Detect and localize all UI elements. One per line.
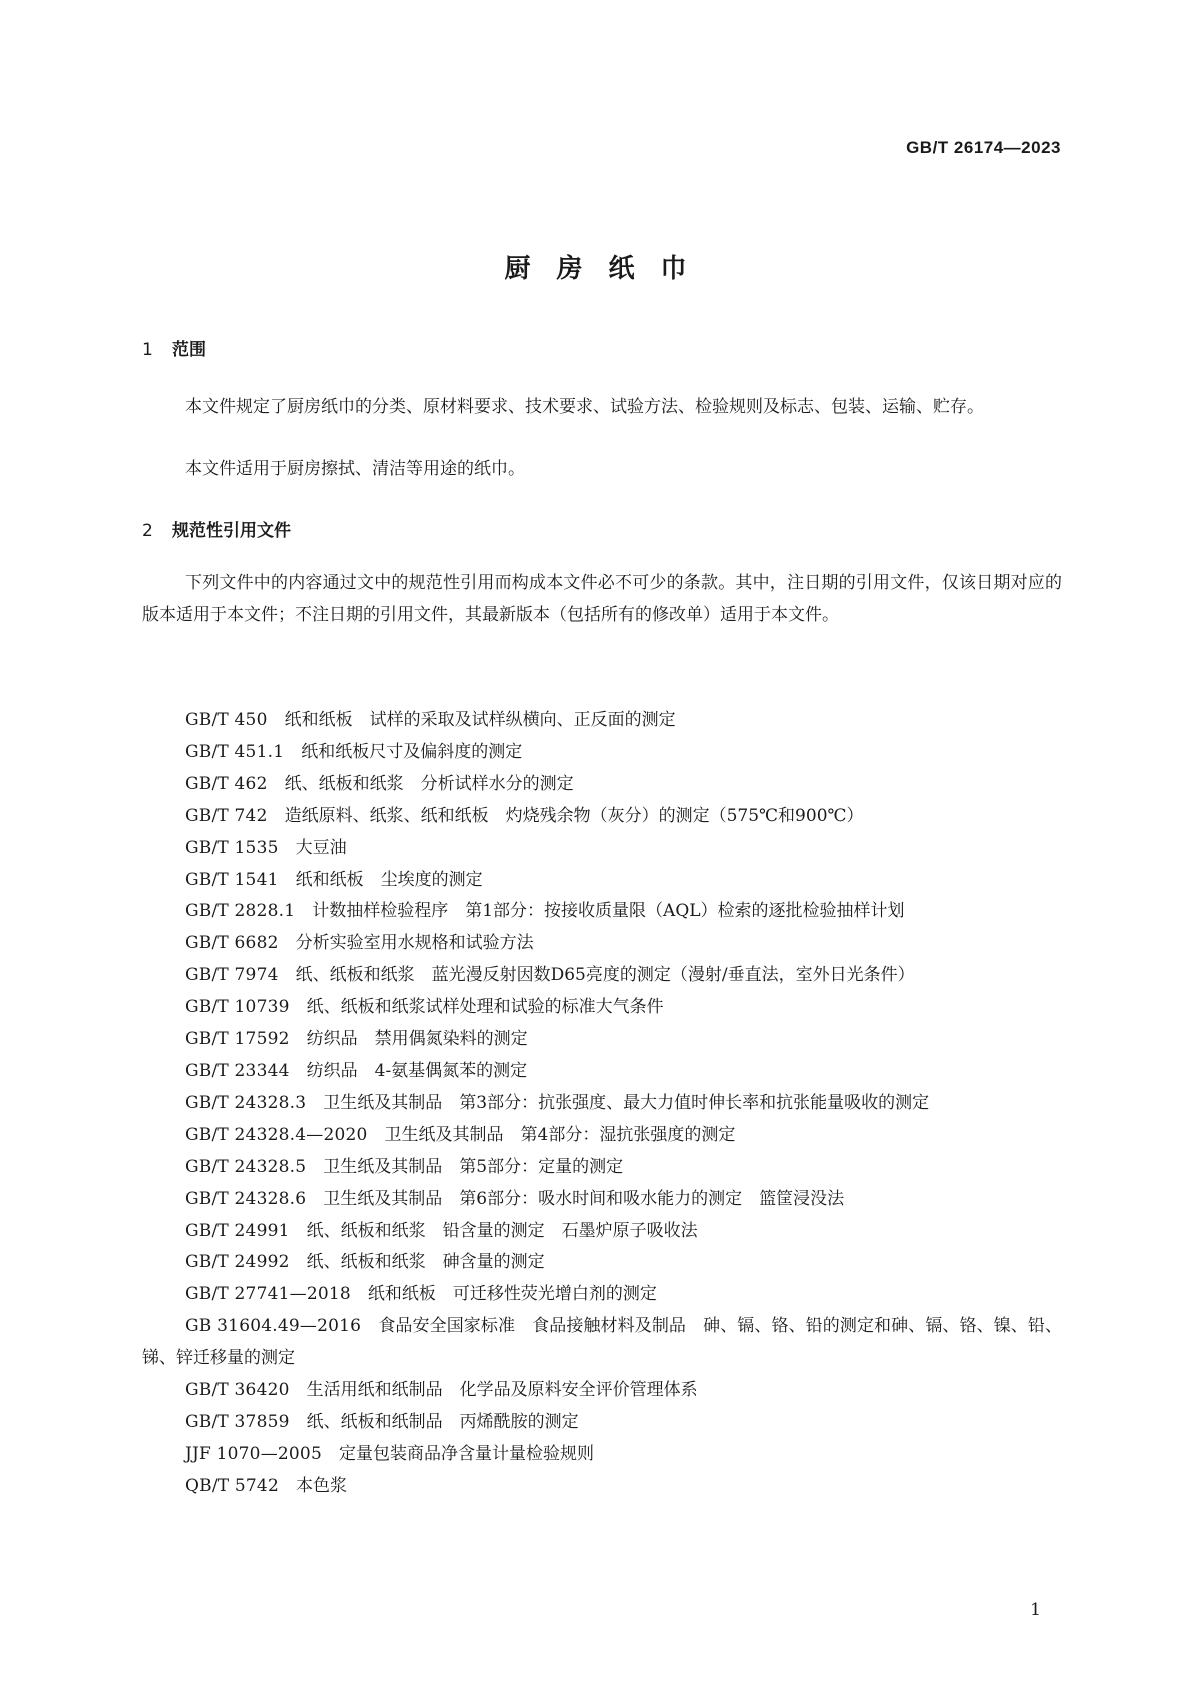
section-title: 范围 [172, 340, 206, 360]
reference-code: GB/T 24992 [185, 1252, 290, 1273]
reference-title: 大豆油 [295, 837, 347, 858]
reference-title: 纸、纸板和纸浆 铅含量的测定 石墨炉原子吸收法 [306, 1220, 698, 1241]
references-intro-paragraph: 下列文件中的内容通过文中的规范性引用而构成本文件必不可少的条款。其中，注日期的引用文件，仅该日期对应的版本适用于本文件；不注日期的引用文件，其最新版本（包括所有的修改单）适用于本文件。 [142, 573, 1062, 625]
reference-code: GB/T 36420 [185, 1380, 290, 1401]
reference-code: GB/T 24328.3 [185, 1092, 307, 1113]
reference-code: GB/T 24328.4—2020 [185, 1124, 368, 1145]
reference-code: GB/T 24991 [185, 1220, 290, 1241]
reference-item [142, 1056, 1062, 1088]
normative-references-list [142, 705, 1062, 1503]
standard-code: GB/T 26174—2023 [906, 138, 1061, 157]
reference-item [142, 1279, 1062, 1311]
reference-item [142, 865, 1062, 897]
reference-code: GB/T 24328.6 [185, 1188, 307, 1209]
reference-code: GB/T 24328.5 [185, 1156, 307, 1177]
reference-title: 本色浆 [295, 1475, 347, 1496]
reference-title: 纸和纸板 试样的采取及试样纵横向、正反面的测定 [284, 710, 676, 730]
reference-title: 计数抽样检验程序 第1部分：按接收质量限（AQL）检索的逐批检验抽样计划 [312, 901, 905, 922]
reference-code: GB/T 462 [185, 773, 268, 794]
reference-title: 生活用纸和纸制品 化学品及原料安全评价管理体系 [306, 1380, 698, 1401]
reference-item [142, 1471, 1062, 1503]
reference-title: 纸和纸板尺寸及偏斜度的测定 [301, 741, 523, 762]
reference-item [142, 1311, 1062, 1375]
reference-item [142, 769, 1062, 801]
reference-title: 卫生纸及其制品 第6部分：吸水时间和吸水能力的测定 篮筐浸没法 [323, 1188, 845, 1209]
title-char: 房 [556, 254, 583, 284]
reference-code: GB/T 1541 [185, 869, 279, 890]
reference-item [142, 1407, 1062, 1439]
reference-item [142, 960, 1062, 992]
title-char: 巾 [660, 254, 687, 284]
reference-item [142, 1088, 1062, 1120]
reference-title: 造纸原料、纸浆、纸和纸板 灼烧残余物（灰分）的测定（575℃和900℃） [284, 805, 864, 826]
reference-code: GB/T 1535 [185, 837, 279, 858]
reference-code: GB/T 10739 [185, 997, 290, 1018]
reference-item [142, 1247, 1062, 1279]
reference-code: QB/T 5742 [185, 1475, 279, 1496]
reference-title: 纸、纸板和纸浆试样处理和试验的标准大气条件 [306, 997, 664, 1018]
reference-title: 纸、纸板和纸浆 砷含量的测定 [306, 1252, 545, 1273]
reference-title: 定量包装商品净含量计量检验规则 [338, 1443, 594, 1464]
section-title: 规范性引用文件 [172, 521, 291, 541]
reference-item [142, 833, 1062, 865]
reference-title: 纸和纸板 可迁移性荧光增白剂的测定 [367, 1284, 657, 1305]
reference-item [142, 1152, 1062, 1184]
reference-item [142, 1216, 1062, 1248]
reference-item [142, 992, 1062, 1024]
reference-item [142, 1024, 1062, 1056]
reference-item [142, 1375, 1062, 1407]
reference-code: GB/T 6682 [185, 933, 279, 954]
section-number: 2 [142, 521, 153, 541]
reference-title: 纸、纸板和纸浆 分析试样水分的测定 [284, 773, 574, 794]
title-char: 纸 [608, 254, 635, 284]
reference-title: 卫生纸及其制品 第4部分：湿抗张强度的测定 [384, 1124, 736, 1145]
reference-item [142, 1184, 1062, 1216]
document-title [0, 248, 1191, 285]
section-1-heading [142, 335, 206, 360]
reference-item [142, 896, 1062, 928]
reference-code: GB/T 27741—2018 [185, 1284, 351, 1305]
reference-item [142, 1120, 1062, 1152]
reference-item [142, 928, 1062, 960]
reference-item [142, 705, 1062, 737]
reference-code: GB/T 450 [185, 710, 268, 730]
page-number: 1 [1030, 1600, 1041, 1620]
reference-code: GB/T 7974 [185, 965, 279, 986]
reference-code: GB/T 23344 [185, 1060, 290, 1081]
title-char: 厨 [504, 254, 531, 284]
reference-code: GB/T 2828.1 [185, 901, 296, 922]
reference-title: 分析实验室用水规格和试验方法 [295, 933, 534, 954]
reference-title: 纺织品 4-氨基偶氮苯的测定 [306, 1060, 528, 1081]
reference-title: 食品安全国家标准 食品接触材料及制品 砷、镉、铬、铅的测定和砷、镉、铬、镍、铅、锑、锌迁移量的测定 [142, 1316, 1062, 1369]
reference-code: JJF 1070—2005 [185, 1443, 322, 1464]
reference-code: GB/T 451.1 [185, 741, 285, 762]
scope-paragraph: 本文件适用于厨房擦拭、清洁等用途的纸巾。 [185, 459, 525, 479]
reference-code: GB 31604.49—2016 [185, 1316, 362, 1337]
reference-title: 纸和纸板 尘埃度的测定 [295, 869, 483, 890]
reference-title: 纸、纸板和纸制品 丙烯酰胺的测定 [306, 1411, 579, 1432]
reference-title: 卫生纸及其制品 第5部分：定量的测定 [323, 1156, 624, 1177]
reference-item [142, 801, 1062, 833]
reference-title: 卫生纸及其制品 第3部分：抗张强度、最大力值时伸长率和抗张能量吸收的测定 [323, 1092, 930, 1113]
reference-code: GB/T 17592 [185, 1029, 290, 1050]
reference-code: GB/T 37859 [185, 1411, 290, 1432]
reference-title: 纸、纸板和纸浆 蓝光漫反射因数D65亮度的测定（漫射/垂直法，室外日光条件） [295, 965, 915, 986]
reference-code: GB/T 742 [185, 805, 268, 826]
reference-title: 纺织品 禁用偶氮染料的测定 [306, 1029, 528, 1050]
section-2-heading [142, 516, 291, 541]
reference-item [142, 1439, 1062, 1471]
scope-paragraph: 本文件规定了厨房纸巾的分类、原材料要求、技术要求、试验方法、检验规则及标志、包装、运输、贮存。 [185, 397, 984, 417]
section-number: 1 [142, 340, 153, 360]
reference-item [142, 737, 1062, 769]
